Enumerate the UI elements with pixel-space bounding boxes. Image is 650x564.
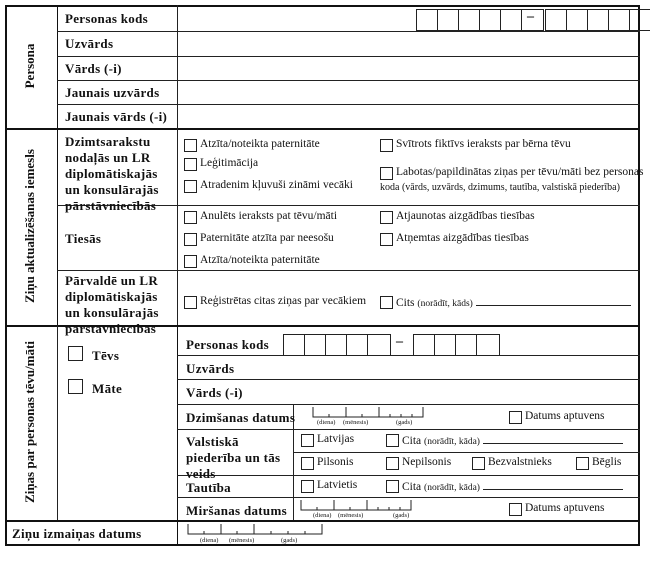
- personal-code-part2-input[interactable]: [545, 9, 650, 31]
- field-label-new-surname: Jaunais uzvārds: [65, 85, 160, 100]
- option-label: Pilsonis: [317, 456, 354, 468]
- new-name-input[interactable]: [178, 105, 639, 127]
- checkbox-corrected-data[interactable]: [380, 167, 393, 180]
- checkbox-custody-restored[interactable]: [380, 211, 393, 224]
- approx-label: Datums aptuvens: [525, 502, 605, 514]
- option-label-other: [396, 295, 631, 309]
- option-label: Latvijas: [317, 433, 355, 445]
- field-label-citizenship: Valstiskā piederība un tās veids: [186, 434, 281, 481]
- code-separator: –: [396, 334, 403, 349]
- checkbox-other-nationality[interactable]: [386, 480, 399, 493]
- checkbox-paternity-recognized-court[interactable]: [184, 255, 197, 268]
- other-nationality-input[interactable]: [483, 479, 623, 490]
- option-label: Svītrots fiktīvs ieraksts par bērna tēvu: [396, 138, 571, 150]
- option-label-other-citizenship: [402, 433, 623, 447]
- option-label: Atņemtas aizgādības tiesības: [396, 232, 529, 244]
- option-label: Bezvalstnieks: [488, 456, 552, 468]
- group-label-courts: Tiesās: [65, 231, 102, 246]
- divider: [177, 128, 178, 325]
- field-label-new-name: Jaunais vārds (-i): [65, 109, 168, 124]
- option-label: Nepilsonis: [402, 456, 452, 468]
- checkbox-refugee[interactable]: [576, 457, 589, 470]
- date-part-day: (diena): [317, 419, 336, 426]
- option-label: Atjaunotas aizgādības tiesības: [396, 210, 535, 222]
- name-input[interactable]: [178, 57, 639, 79]
- field-label-death-date: Miršanas datums: [186, 503, 287, 518]
- checkbox-citizen[interactable]: [301, 457, 314, 470]
- checkbox-other-citizenship[interactable]: [386, 434, 399, 447]
- surname-input[interactable]: [178, 32, 639, 55]
- option-note: koda (vārds, uzvārds, dzimums, tautība, valstiskā piederība): [380, 182, 620, 193]
- approx-label: Datums aptuvens: [525, 410, 605, 422]
- date-part-month: (mēnesis): [229, 537, 255, 544]
- checkbox-latvian-nationality[interactable]: [301, 480, 314, 493]
- field-label-parent-code: Personas kods: [186, 337, 269, 352]
- checkbox-custody-revoked[interactable]: [380, 233, 393, 246]
- option-label: Atzīta/noteikta paternitāte: [200, 254, 320, 266]
- role-label-father: Tēvs: [92, 348, 120, 363]
- divider: [177, 355, 640, 356]
- field-label-personal-code: Personas kods: [65, 11, 148, 26]
- option-note: (norādīt, kāda): [424, 437, 480, 447]
- option-label: Anulēts ieraksts pat tēvu/māti: [200, 210, 338, 222]
- date-part-day: (diena): [200, 537, 219, 544]
- checkbox-father[interactable]: [68, 346, 83, 361]
- checkbox-stateless[interactable]: [472, 457, 485, 470]
- option-label: Leģitimācija: [200, 157, 259, 169]
- personal-code-part1-input[interactable]: [416, 9, 544, 31]
- option-note: (norādīt, kāds): [417, 299, 473, 309]
- date-part-day: (diena): [313, 512, 332, 519]
- divider: [177, 379, 640, 380]
- section-title-reason: Ziņu aktualizēšanas iemesls: [22, 149, 37, 303]
- checkbox-annulled-record[interactable]: [184, 211, 197, 224]
- option-label: Cits: [396, 297, 415, 309]
- divider: [177, 429, 640, 430]
- change-date-input[interactable]: [187, 522, 327, 536]
- section-title-parent: Ziņas par personas tēvu/māti: [22, 341, 37, 503]
- checkbox-paternity-nonexistent[interactable]: [184, 233, 197, 246]
- option-label: Cita: [402, 435, 422, 447]
- checkbox-legitimation[interactable]: [184, 158, 197, 171]
- parent-code-part2-input[interactable]: [413, 334, 500, 356]
- field-label-parent-name: Vārds (-i): [186, 385, 243, 400]
- option-label: Atradenim kļuvuši zināmi vecāki: [200, 179, 353, 191]
- other-citizenship-input[interactable]: [483, 433, 623, 444]
- divider: [5, 128, 640, 130]
- new-surname-input[interactable]: [178, 81, 639, 103]
- group-label-administration: Pārvaldē un LR diplomātiskajās un konsulārajās pārstāvniecībās: [65, 273, 159, 336]
- checkbox-birth-approx[interactable]: [509, 411, 522, 424]
- role-label-mother: Māte: [92, 381, 123, 396]
- checkbox-latvian-citizenship[interactable]: [301, 434, 314, 447]
- death-date-input[interactable]: [300, 498, 420, 512]
- date-part-year: (gads): [393, 512, 410, 519]
- birth-date-input[interactable]: [312, 405, 432, 419]
- date-part-month: (mēnesis): [338, 512, 364, 519]
- divider: [57, 325, 58, 520]
- checkbox-other-parent-data[interactable]: [184, 296, 197, 309]
- option-label: Labotas/papildinātas ziņas per tēvu/māti bez personas: [396, 166, 644, 178]
- field-label-surname: Uzvārds: [65, 36, 114, 51]
- checkbox-non-citizen[interactable]: [386, 457, 399, 470]
- option-label: Atzīta/noteikta paternitāte: [200, 138, 320, 150]
- date-part-year: (gads): [281, 537, 298, 544]
- checkbox-paternity-recognized[interactable]: [184, 139, 197, 152]
- checkbox-foundling-parents[interactable]: [184, 180, 197, 193]
- date-part-month: (mēnesis): [343, 419, 369, 426]
- option-label: Latvietis: [317, 479, 358, 491]
- option-label: Cita: [402, 481, 422, 493]
- option-note: (norādīt, kāda): [424, 483, 480, 493]
- checkbox-fictitious-record[interactable]: [380, 139, 393, 152]
- parent-name-input[interactable]: [260, 381, 639, 403]
- checkbox-other[interactable]: [380, 296, 393, 309]
- option-label: Bēglis: [592, 456, 622, 468]
- divider: [57, 270, 640, 271]
- option-label: Paternitāte atzīta par neesošu: [200, 232, 334, 244]
- date-part-year: (gads): [396, 419, 413, 426]
- field-label-nationality: Tautība: [186, 480, 231, 495]
- group-label-registry: Dzimtsarakstu nodaļās un LR diplomātiskajās un konsulārajās pārstāvniecībās: [65, 134, 159, 213]
- option-label: Reģistrētas citas ziņas par vecākiem: [200, 295, 367, 307]
- parent-code-part1-input[interactable]: [283, 334, 391, 356]
- divider: [57, 5, 58, 325]
- option-label-other-nationality: [402, 479, 623, 493]
- field-label-birth-date: Dzimšanas datums: [186, 410, 296, 425]
- field-label-name: Vārds (-i): [65, 61, 122, 76]
- section-title-persona: Persona: [22, 43, 37, 89]
- checkbox-death-approx[interactable]: [509, 503, 522, 516]
- divider: [293, 452, 640, 453]
- code-separator: –: [527, 9, 534, 24]
- divider: [177, 325, 178, 546]
- other-input[interactable]: [476, 295, 631, 306]
- field-label-change-date: Ziņu izmaiņas datums: [12, 526, 142, 541]
- parent-surname-input[interactable]: [300, 357, 639, 378]
- field-label-parent-surname: Uzvārds: [186, 361, 235, 376]
- checkbox-mother[interactable]: [68, 379, 83, 394]
